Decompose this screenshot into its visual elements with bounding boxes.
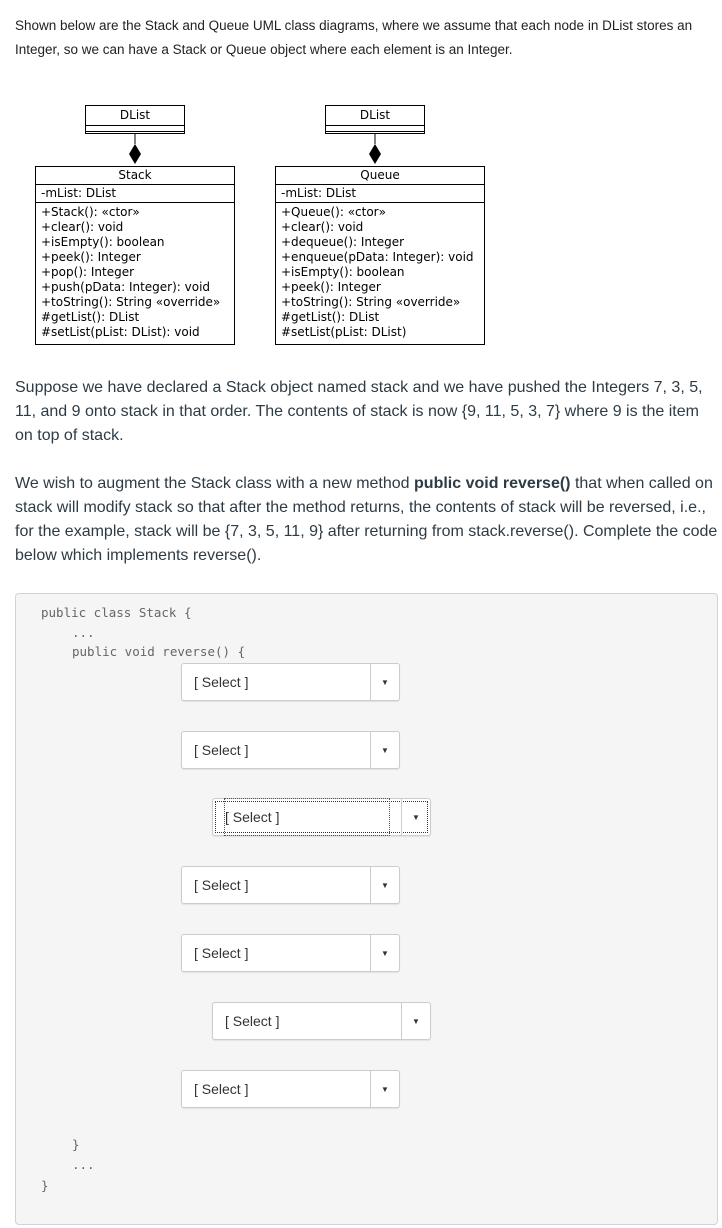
select-value: [ Select ]: [225, 799, 389, 835]
stack-class-box: [35, 166, 235, 345]
question-paragraph-1: Suppose we have declared a Stack object named stack and we have pushed the Integers 7, 3, 5, 11, and 9 onto stack in that order. The contents of stack is now {9, 11, 5, 3, 7} where 9 is the item on top of stack.: [15, 379, 703, 444]
select-value: [ Select ]: [194, 1081, 249, 1097]
para2-after: that when called on stack will modify stack so that after the method returns, the contents of stack will be reversed, i.e., for the example, stack will be {7, 3, 5, 11, 9} after returning from stack.reverse(). Complete the code below which implements reverse().: [15, 475, 718, 564]
stack-operations: [36, 203, 234, 340]
stack-dlist-class: [85, 105, 185, 134]
code-panel: [15, 593, 718, 1225]
code-class-close: }: [41, 1178, 49, 1193]
select-value: [ Select ]: [194, 877, 249, 893]
queue-composition-diamond: [365, 134, 385, 166]
select-value: [ Select ]: [194, 742, 249, 758]
queue-op: +clear(): void: [281, 220, 364, 234]
answer-select-4[interactable]: [181, 866, 400, 904]
queue-op: +toString(): String «override»: [281, 295, 461, 309]
stack-op: +peek(): Integer: [41, 250, 141, 264]
chevron-down-icon: ▼: [401, 1003, 430, 1039]
answer-select-5[interactable]: [181, 934, 400, 972]
stack-dlist-name: DList: [86, 106, 184, 126]
stack-op: +toString(): String «override»: [41, 295, 221, 309]
queue-op: +enqueue(pData: Integer): void: [281, 250, 474, 264]
stack-class-name: Stack: [36, 167, 234, 185]
stack-op: +push(pData: Integer): void: [41, 280, 211, 294]
answer-select-7[interactable]: [181, 1070, 400, 1108]
queue-op: +isEmpty(): boolean: [281, 265, 405, 279]
chevron-down-icon: ▼: [401, 799, 430, 835]
queue-class-box: [275, 166, 485, 345]
para2-before: We wish to augment the Stack class with a new method: [15, 475, 415, 492]
code-method-close: }: [72, 1137, 80, 1152]
chevron-down-icon: ▼: [370, 867, 399, 903]
chevron-down-icon: ▼: [370, 664, 399, 700]
queue-operations: [276, 203, 484, 340]
stack-op: #setList(pList: DList): void: [41, 325, 200, 339]
stack-op: +Stack(): «ctor»: [41, 205, 140, 219]
code-class-header: public class Stack {: [41, 605, 192, 620]
queue-op: +peek(): Integer: [281, 280, 381, 294]
stack-composition-diamond: [125, 134, 145, 166]
intro-text: Shown below are the Stack and Queue UML class diagrams, where we assume that each node in DList stores an Integer, so we can have a Stack or Queue object where each element is an Integer.: [15, 18, 693, 57]
answer-select-1[interactable]: [181, 663, 400, 701]
queue-op: +Queue(): «ctor»: [281, 205, 386, 219]
code-ellipsis-bottom: ...: [72, 1157, 95, 1172]
select-value: [ Select ]: [225, 1013, 280, 1029]
queue-dlist-class: [325, 105, 425, 134]
method-signature: public void reverse(): [414, 475, 571, 492]
select-value: [ Select ]: [194, 674, 249, 690]
stack-op: +pop(): Integer: [41, 265, 135, 279]
queue-op: #getList(): DList: [281, 310, 380, 324]
stack-attribute: -mList: DList: [36, 185, 234, 203]
chevron-down-icon: ▼: [370, 935, 399, 971]
stack-op: +isEmpty(): boolean: [41, 235, 165, 249]
answer-select-6[interactable]: [212, 1002, 431, 1040]
queue-dlist-name: DList: [326, 106, 424, 126]
queue-op: #setList(pList: DList): [281, 325, 407, 339]
stack-op: #getList(): DList: [41, 310, 140, 324]
queue-class-name: Queue: [276, 167, 484, 185]
chevron-down-icon: ▼: [370, 732, 399, 768]
queue-op: +dequeue(): Integer: [281, 235, 405, 249]
question-paragraph-2: [15, 472, 720, 568]
queue-attribute: -mList: DList: [276, 185, 484, 203]
answer-select-2[interactable]: [181, 731, 400, 769]
select-value: [ Select ]: [194, 945, 249, 961]
stack-op: +clear(): void: [41, 220, 124, 234]
code-method-header: public void reverse() {: [72, 644, 246, 659]
answer-select-3[interactable]: [212, 798, 431, 836]
code-ellipsis-top: ...: [72, 625, 95, 640]
chevron-down-icon: ▼: [370, 1071, 399, 1107]
